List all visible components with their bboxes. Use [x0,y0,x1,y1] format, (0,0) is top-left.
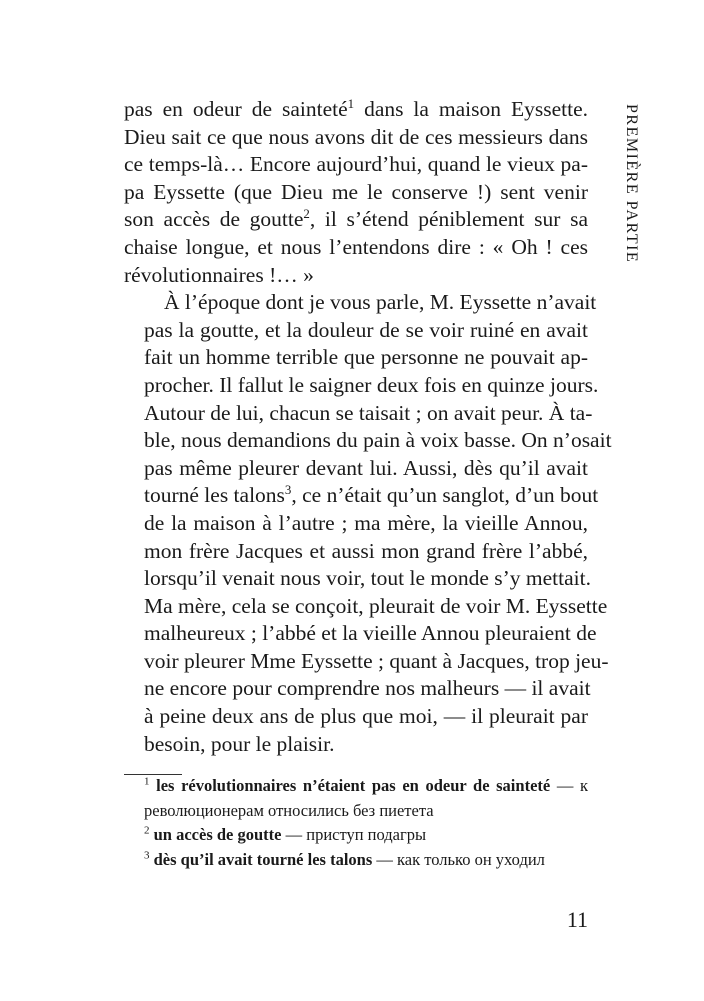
footnote-translation: — к революционерам относились без пиетета [144,776,588,820]
main-text [124,96,612,758]
text-line: de la maison à l’autre ; ma mère, la vieille Annou, [144,510,588,535]
running-header: PREMIÈRE PARTIE [623,104,640,264]
text-line: malheureux ; l’abbé et la vieille Annou pleuraient de [144,621,597,646]
text-line: voir pleurer Mme Eyssette ; quant à Jacques, trop jeu- [144,648,609,673]
footnote-number: 1 [144,775,150,788]
text-line: fait un homme terrible que personne ne pouvait ap- [144,345,588,370]
footnote-number: 3 [144,849,150,861]
text-line: pas en odeur de sainteté$^1$ dans la maison Eyssette. [124,96,588,121]
page-number: 11 [566,907,588,932]
text-line: tourné les talons$^3$, ce n’était qu’un sanglot, d’un bout [144,483,599,508]
footnote-3 [124,848,588,873]
text-line: ne encore pour comprendre nos malheurs — il avait [144,676,591,701]
footnote-1 [124,774,588,823]
text-line: ce temps-là… Encore aujourd’hui, quand le vieux pa- [124,152,588,177]
footnote-term: dès qu’il avait tourné les talons [153,849,373,869]
footnote-ref[interactable]: 1 [347,96,355,111]
text-line: lorsqu’il venait nous voir, tout le monde s’y mettait. [144,566,591,591]
footnote-term: les révolutionnaires n’étaient pas en odeur de sainteté [156,776,551,795]
footnote-term: un accès de goutte [153,825,282,844]
text-line: Autour de lui, chacun se taisait ; on avait peur. À ta- [144,400,593,425]
text-line: son accès de goutte$^2$, il s’étend péniblement sur sa [124,207,588,232]
footnote-2 [124,823,588,848]
text-line: besoin, pour le plaisir. [144,731,335,756]
footnote-number: 2 [144,824,150,837]
footnote-ref[interactable]: 3 [284,483,292,498]
paragraph-1 [124,96,588,289]
text-line: Ma mère, cela se conçoit, pleurait de voir M. Eyssette [144,593,608,618]
footnote-translation: — как только он уходил [372,849,545,869]
text-line: pas même pleurer devant lui. Aussi, dès qu’il avait [144,455,588,480]
text-line: mon frère Jacques et aussi mon grand frère l’abbé, [144,538,588,563]
text-line: pa Eyssette (que Dieu me le conserve !) sent venir [124,179,588,204]
text-line: procher. Il fallut le saigner deux fois en quinze jours. [144,372,599,397]
text-line: Dieu sait ce que nous avons dit de ces messieurs dans [124,124,588,149]
text-line: À l’époque dont je vous parle, M. Eyssette n’avait [164,290,597,315]
footnote-translation: — приступ подагры [281,825,427,844]
text-line: pas la goutte, et la douleur de se voir ruiné en avait [144,317,588,342]
text-line: chaise longue, et nous l’entendons dire : « Oh ! ces [124,234,588,259]
paragraph-2 [124,289,612,758]
text-line: à peine deux ans de plus que moi, — il pleurait par [144,704,588,729]
text-line: ble, nous demandions du pain à voix basse. On n’osait [144,428,612,453]
text-line: révolutionnaires !… » [124,262,314,287]
footnote-ref[interactable]: 2 [303,207,310,222]
footnotes [124,774,588,872]
